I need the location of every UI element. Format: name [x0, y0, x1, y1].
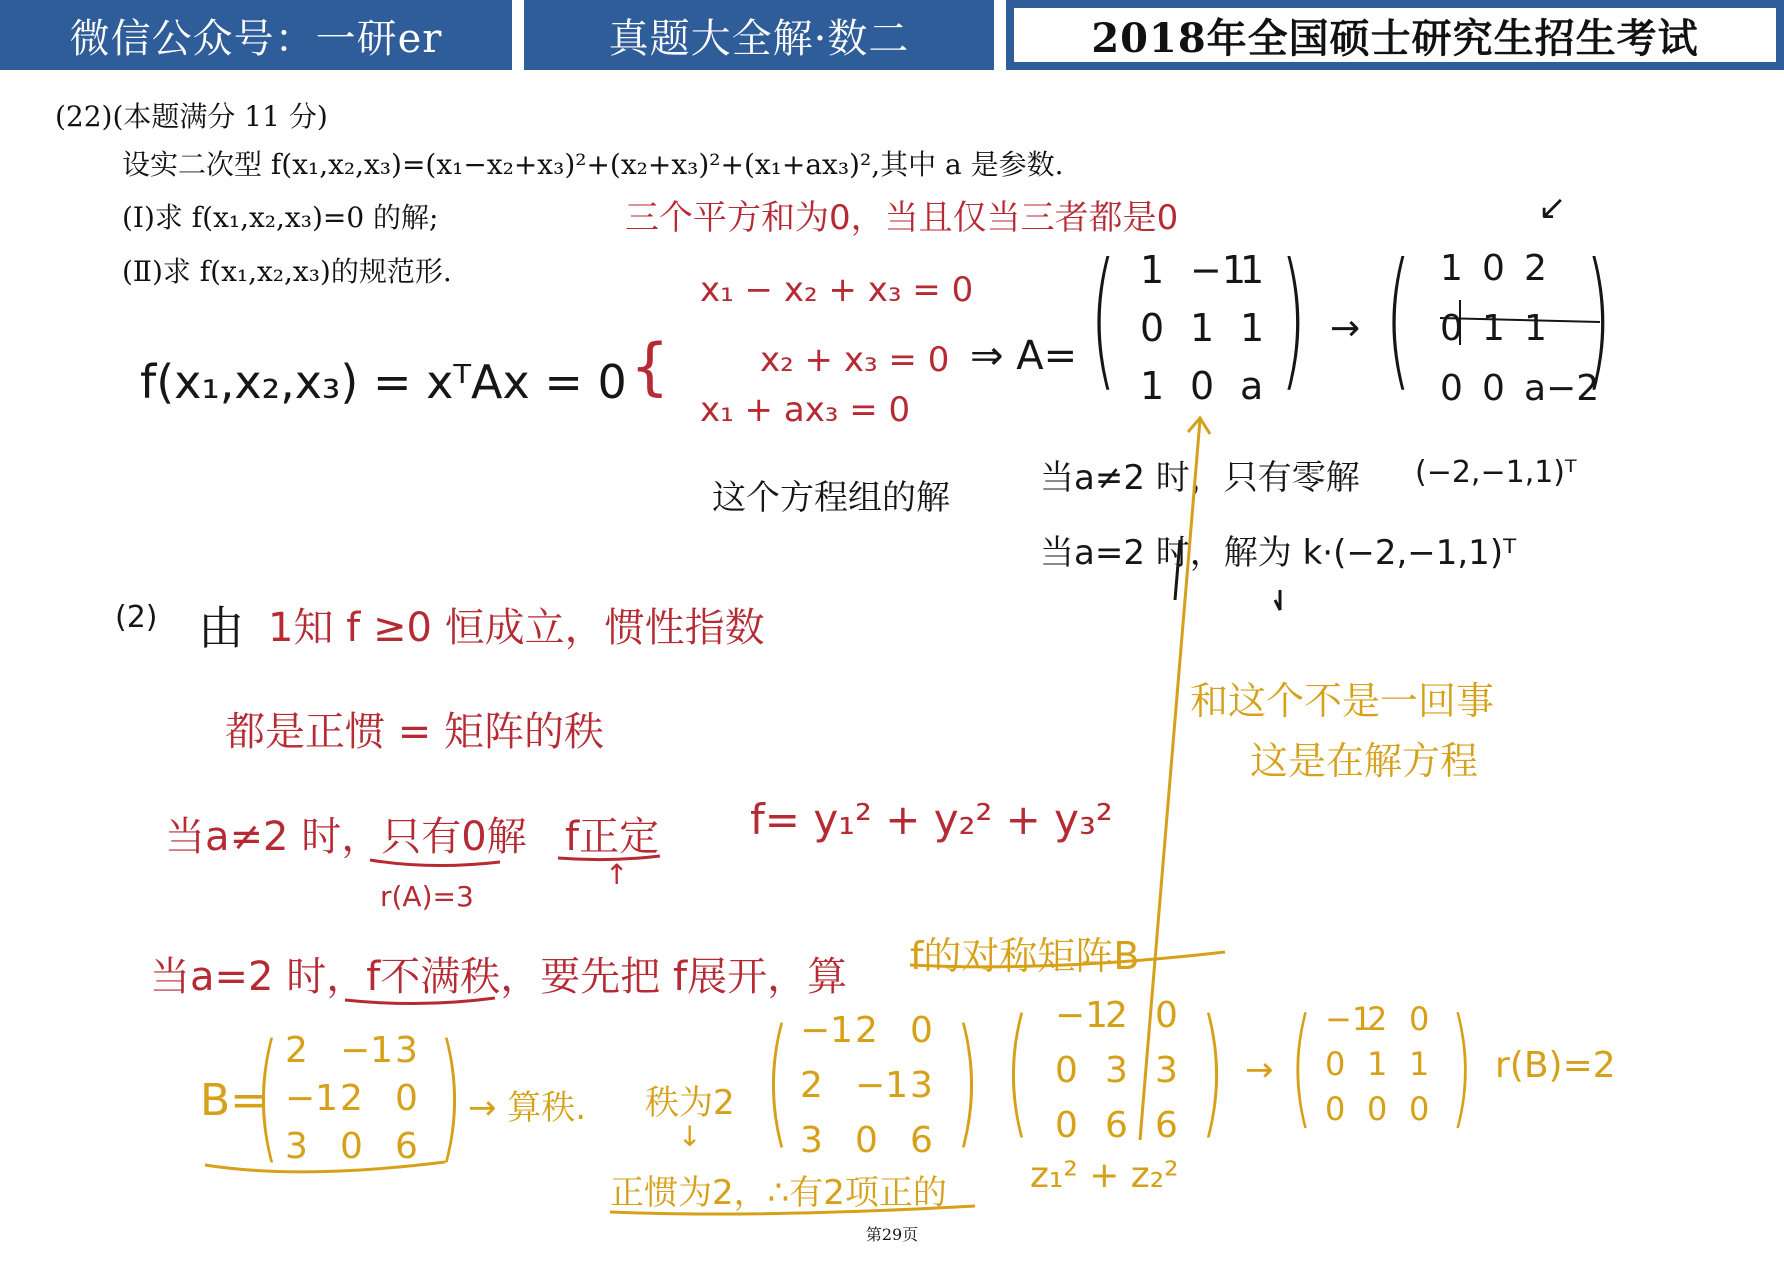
matrix-cell: −1	[340, 1030, 394, 1071]
matrix-cell: 0	[855, 1120, 878, 1161]
problem-number: (22)(本题满分 11 分)	[55, 100, 328, 133]
note-not-same: 和这个不是一回事	[1190, 679, 1495, 723]
matrix-cell: 0	[1482, 248, 1505, 289]
note-eq2: x₂ + x₃ = 0	[760, 340, 950, 380]
matrix-A2-right-paren: )	[1585, 232, 1612, 406]
matrix-cell: 6	[1155, 1105, 1178, 1146]
matrix-cell: 2	[1524, 248, 1547, 289]
note-case-a-2: 当a=2 时，解为 k·(−2,−1,1)ᵀ	[1040, 533, 1517, 573]
matrix-cell: −1	[855, 1065, 909, 1106]
note-sum-of-squares: 三个平方和为0，当且仅当三者都是0	[625, 198, 1179, 238]
matrix-cell: 1	[1440, 248, 1463, 289]
matrix-cell: 0	[1055, 1050, 1078, 1091]
problem-part2: (Ⅱ)求 f(x₁,x₂,x₃)的规范形.	[122, 255, 452, 288]
matrix-cell: 6	[395, 1126, 418, 1167]
header-book: 真题大全解·数二	[524, 0, 994, 70]
matrix-cell: 0	[1482, 368, 1505, 409]
arrow-up-icon: ↑	[605, 858, 629, 891]
note-quadratic-equation: f(x₁,x₂,x₃) = xᵀAx = 0	[140, 355, 627, 409]
matrix-cell: −1	[285, 1078, 339, 1119]
note-positive-definite: f正定	[565, 814, 660, 860]
matrix-cell: 0	[1440, 308, 1463, 349]
arrow-right-icon: →	[1330, 308, 1361, 349]
matrix-cell: 0	[395, 1078, 418, 1119]
matrix-cell: 1	[1524, 308, 1547, 349]
arrow-right-2-icon: →	[1245, 1050, 1274, 1090]
note-positive-index: 正惯为2，∴有2项正的	[610, 1173, 947, 1213]
matrix-cell: 2	[1105, 995, 1128, 1036]
matrix-cell: 1	[1190, 306, 1215, 350]
matrix-cell: 2	[285, 1030, 308, 1071]
matrix-B3-right-paren: )	[1200, 990, 1225, 1153]
matrix-cell: 2	[855, 1010, 878, 1051]
matrix-cell: 1	[1140, 364, 1165, 408]
note-z-form: z₁² + z₂²	[1030, 1155, 1179, 1196]
header-exam-title: 2018年全国硕士研究生招生考试	[1012, 6, 1778, 64]
matrix-cell: 3	[1155, 1050, 1178, 1091]
part2-label: (2)	[115, 600, 158, 635]
matrix-B-left-paren: (	[255, 1015, 280, 1178]
note-eq3: x₁ + ax₃ = 0	[700, 390, 911, 430]
matrix-cell: 2	[340, 1078, 363, 1119]
matrix-cell: 1	[1140, 248, 1165, 292]
matrix-cell: 6	[1105, 1105, 1128, 1146]
matrix-cell: 0	[1140, 306, 1165, 350]
matrix-cell: 1	[1367, 1045, 1388, 1083]
header-channel: 微信公众号：一研er	[0, 0, 512, 70]
problem-statement: 设实二次型 f(x₁,x₂,x₃)=(x₁−x₂+x₃)²+(x₂+x₃)²+(x₁+ax₃)²,其中 a 是参数.	[122, 148, 1064, 181]
matrix-cell: 1	[1240, 248, 1265, 292]
matrix-cell: 0	[340, 1126, 363, 1167]
matrix-cell: 0	[1325, 1045, 1346, 1083]
problem-part1: (Ⅰ)求 f(x₁,x₂,x₃)=0 的解;	[122, 201, 439, 234]
note-rank-B: r(B)=2	[1495, 1045, 1616, 1086]
matrix-cell: 1	[1240, 306, 1265, 350]
matrix-cell: 0	[1325, 1090, 1346, 1128]
note-part2-line4: 当a=2 时，f不满秩，要先把 f展开，算	[150, 954, 848, 1000]
note-rank-is-2: 秩为2	[645, 1083, 735, 1123]
matrix-cell: −1	[1055, 995, 1109, 1036]
matrix-cell: 6	[910, 1120, 933, 1161]
note-normal-form: f= y₁² + y₂² + y₃²	[750, 795, 1113, 844]
note-solution-vector: (−2,−1,1)ᵀ	[1415, 455, 1577, 490]
matrix-cell: 1	[1482, 308, 1505, 349]
matrix-B2-right-paren: )	[955, 1000, 980, 1163]
matrix-B3-left-paren: (	[1005, 990, 1030, 1153]
note-implies-A: ⇒ A=	[970, 333, 1078, 379]
note-symmetric-matrix: f的对称矩阵B	[910, 934, 1140, 978]
part2-by: 由	[198, 601, 244, 655]
matrix-B-right-paren: )	[438, 1015, 463, 1178]
matrix-cell: 3	[285, 1126, 308, 1167]
matrix-cell: 2	[800, 1065, 823, 1106]
matrix-cell: 0	[1367, 1090, 1388, 1128]
matrix-B-label: B=	[200, 1075, 268, 1126]
note-calc-rank: → 算秩.	[468, 1088, 587, 1128]
matrix-cell: a	[1240, 364, 1264, 408]
matrix-B4-left-paren: (	[1290, 990, 1313, 1142]
matrix-cell: 3	[910, 1065, 933, 1106]
arrow-down-icon: ↙	[1538, 188, 1567, 228]
note-part2-line3: 当a≠2 时，只有0解	[165, 814, 527, 860]
note-part2-line1: 1知 f ≥0 恒成立，惯性指数	[268, 605, 765, 651]
matrix-cell: 0	[1409, 1090, 1430, 1128]
matrix-B2-left-paren: (	[765, 1000, 790, 1163]
matrix-cell: 0	[1440, 368, 1463, 409]
note-part2-line2: 都是正惯 = 矩阵的秩	[225, 709, 604, 755]
matrix-cell: 2	[1367, 1000, 1388, 1038]
matrix-cell: 0	[1190, 364, 1215, 408]
matrix-cell: 0	[1409, 1000, 1430, 1038]
brace-icon: {	[630, 330, 670, 403]
matrix-A-right-paren: )	[1280, 232, 1307, 406]
matrix-cell: 1	[1409, 1045, 1430, 1083]
note-case-a-not-2: 当a≠2 时，只有零解	[1040, 458, 1360, 498]
note-solving-equation: 这是在解方程	[1250, 739, 1479, 783]
note-rank-3: r(A)=3	[380, 880, 474, 913]
matrix-cell: a−2	[1524, 368, 1600, 409]
matrix-cell: −1	[1190, 248, 1247, 292]
matrix-cell: 0	[1155, 995, 1178, 1036]
matrix-cell: 0	[910, 1010, 933, 1051]
page-footer: 第29页	[865, 1225, 919, 1244]
matrix-A2-left-paren: (	[1385, 232, 1412, 406]
note-solve-system: 这个方程组的解	[712, 478, 950, 518]
matrix-cell: −1	[1325, 1000, 1373, 1038]
matrix-cell: 3	[1105, 1050, 1128, 1091]
matrix-cell: 0	[1055, 1105, 1078, 1146]
arrow-down-small-icon: ↓	[678, 1120, 702, 1153]
note-eq1: x₁ − x₂ + x₃ = 0	[700, 270, 974, 310]
matrix-A-left-paren: (	[1090, 232, 1117, 406]
matrix-B4-right-paren: )	[1450, 990, 1473, 1142]
matrix-cell: 3	[395, 1030, 418, 1071]
matrix-cell: −1	[800, 1010, 854, 1051]
matrix-cell: 3	[800, 1120, 823, 1161]
